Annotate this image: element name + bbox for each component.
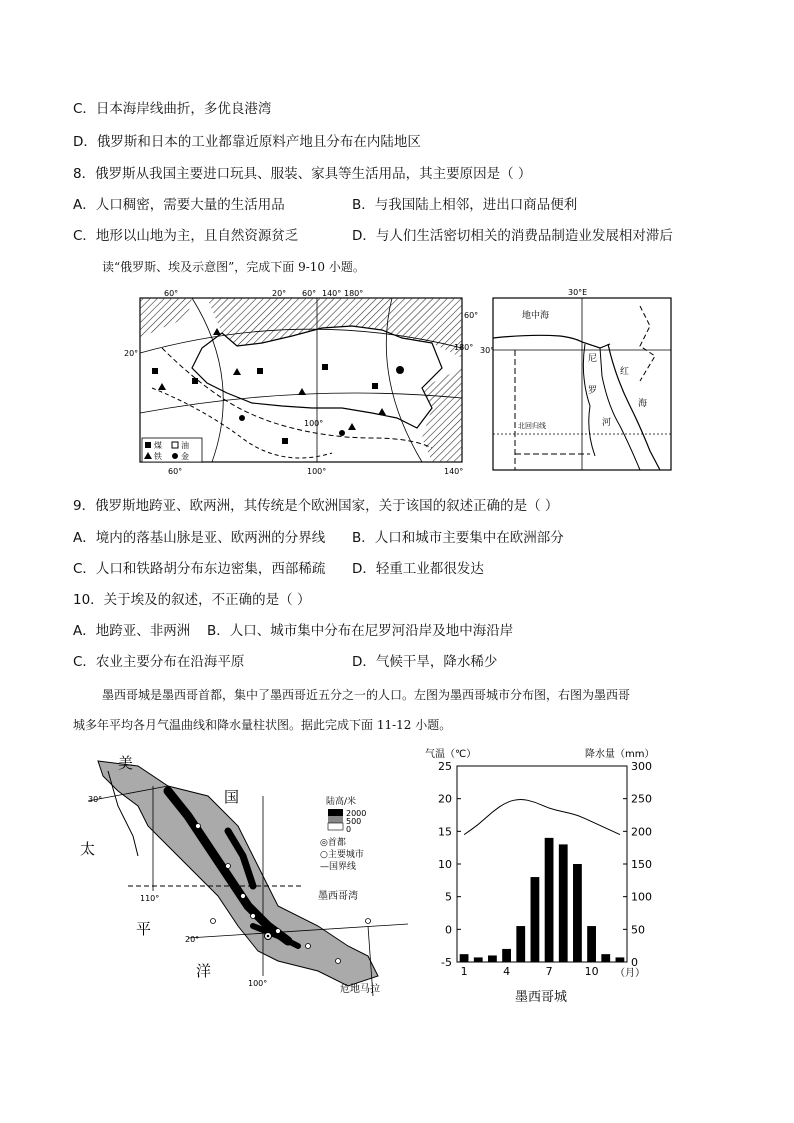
- russia-map-legend: [142, 438, 202, 462]
- legend-500: 500: [346, 817, 362, 826]
- legend-major-city: ○主要城市: [320, 850, 364, 860]
- q10-option-b: B．人口、城市集中分布在尼罗河沿岸及地中海沿岸: [207, 623, 514, 639]
- chart-title: 墨西哥城: [515, 990, 568, 1005]
- label-pacific-3: 洋: [196, 962, 212, 980]
- precip-tick-label: 150: [631, 858, 652, 871]
- q9-option-c: C．人口和铁路胡分布东边密集，西部稀疏: [73, 561, 326, 577]
- precip-tick-label: 250: [631, 792, 652, 806]
- intro-9-10: 读“俄罗斯、埃及示意图”，完成下面 9-10 小题。: [102, 260, 365, 274]
- egypt-lon-label: 30°E: [568, 288, 588, 297]
- chart-ylabel-temp: 气温（℃）: [425, 749, 477, 760]
- label-lat20: 20°: [185, 935, 200, 944]
- q9-stem: 9．俄罗斯地跨亚、欧两洲，其传统是个欧洲国家，关于该国的叙述正确的是（ ）: [73, 498, 559, 514]
- legend-2000: 2000: [346, 809, 367, 818]
- egypt-map: [480, 286, 675, 476]
- q10-option-a: A．地跨亚、非两洲: [73, 623, 191, 639]
- precip-bar: [559, 844, 568, 962]
- chart-plot-area: [457, 766, 627, 962]
- intro-11-12-line2: 城多年平均各月气温曲线和降水量柱状图。据此完成下面 11-12 小题。: [73, 718, 452, 732]
- lon-label-60-bottom: 60°: [168, 467, 183, 476]
- precip-bar: [502, 949, 511, 962]
- month-tick-label: 10: [584, 965, 599, 978]
- temp-tick-label: 25: [438, 760, 452, 773]
- temperature-line: [464, 799, 620, 834]
- legend-capital: ◎首都: [320, 838, 346, 848]
- month-tick-label: 4: [503, 965, 511, 978]
- lon-label-100-bottom: 100°: [307, 467, 327, 476]
- temp-tick-label: 10: [438, 858, 452, 871]
- chart-x-unit: （月）: [615, 968, 645, 979]
- q10-stem: 10．关于埃及的叙述，不正确的是（ ）: [73, 592, 311, 608]
- legend-0: 0: [346, 825, 352, 834]
- climate-chart: [420, 744, 670, 1009]
- red-sea-label-1: 红: [620, 367, 630, 377]
- precip-tick-label: 50: [631, 923, 645, 937]
- mexico-map: [78, 746, 418, 1006]
- precip-bar: [616, 957, 625, 962]
- precip-bar: [488, 955, 497, 962]
- temp-tick-label: -5: [441, 956, 452, 969]
- legend-elev-title: 陆高/米: [326, 797, 357, 807]
- lon-label-20-top: 20°: [272, 289, 287, 298]
- q7-option-c: C．日本海岸线曲折，多优良港湾: [73, 101, 272, 117]
- legend-iron: 铁: [154, 452, 162, 461]
- precip-tick-label: 300: [631, 760, 652, 773]
- label-usa-2: 国: [224, 788, 240, 806]
- q7-option-d: D．俄罗斯和日本的工业都靠近原料产地且分布在内陆地区: [73, 134, 421, 150]
- month-tick-label: 1: [460, 965, 468, 978]
- precip-bar: [474, 957, 483, 962]
- q8-option-a: A．人口稠密，需要大量的生活用品: [73, 197, 285, 213]
- precip-bar: [460, 954, 469, 962]
- label-lon100: 100°: [248, 979, 268, 988]
- lat-label-20-left: 20°: [124, 349, 139, 358]
- legend-gold: 金: [181, 452, 189, 461]
- temp-tick-label: 0: [445, 923, 452, 937]
- lon-label-60-top: 60°: [164, 289, 179, 298]
- month-tick-label: 7: [545, 965, 553, 978]
- legend-border: —国界线: [320, 862, 357, 872]
- russia-map: [124, 288, 479, 478]
- temp-tick-label: 5: [445, 890, 452, 904]
- q10-option-c: C．农业主要分布在沿海平原: [73, 654, 245, 670]
- label-gulf: 墨西哥湾: [318, 891, 358, 902]
- legend-coal: 煤: [154, 441, 162, 450]
- tropic-label: 北回归线: [518, 422, 546, 430]
- legend-oil: 油: [181, 441, 189, 450]
- q8-option-b: B．与我国陆上相邻，进出口商品便利: [352, 197, 578, 213]
- precip-tick-label: 0: [631, 956, 638, 969]
- lon-label-180-top: 180°: [344, 289, 364, 298]
- lon-label-60b-top: 60°: [302, 289, 317, 298]
- lon-label-100-mid: 100°: [304, 419, 324, 428]
- label-usa-1: 美: [118, 754, 134, 772]
- precip-bar: [587, 926, 596, 962]
- lon-label-180-right: 180°: [454, 343, 474, 352]
- intro-11-12-line1: 墨西哥城是墨西哥首都，集中了墨西哥近五分之一的人口。左图为墨西哥城市分布图，右图为墨西哥: [102, 688, 631, 702]
- lon-label-140-top: 140°: [322, 289, 342, 298]
- label-guatemala: 危地马拉: [340, 984, 380, 995]
- q8-stem: 8．俄罗斯从我国主要进口玩具、服装、家具等生活用品，其主要原因是（ ）: [73, 166, 532, 182]
- label-pacific-1: 太: [80, 840, 96, 858]
- q9-option-a: A．境内的落基山脉是亚、欧两洲的分界线: [73, 530, 326, 546]
- lat-label-60-right: 60°: [464, 311, 479, 320]
- egypt-lat-label: 30°: [480, 346, 495, 355]
- precip-tick-label: 200: [631, 825, 652, 839]
- temp-tick-label: 20: [438, 792, 452, 806]
- q10-option-d: D．气候干旱，降水稀少: [352, 654, 498, 670]
- q9-option-b: B．人口和城市主要集中在欧洲部分: [352, 530, 564, 546]
- nile-label-1: 尼: [588, 354, 598, 364]
- nile-label-3: 河: [602, 418, 612, 428]
- temp-tick-label: 15: [438, 825, 452, 839]
- red-sea-label-2: 海: [638, 399, 648, 409]
- mexico-map-legend: [320, 795, 366, 872]
- precip-bar: [545, 838, 554, 962]
- precip-tick-label: 100: [631, 890, 652, 904]
- q8-option-c: C．地形以山地为主，且自然资源贫乏: [73, 228, 299, 244]
- nile-label-2: 罗: [588, 386, 598, 396]
- lon-label-140-bottom: 140°: [444, 467, 464, 476]
- q9-option-d: D．轻重工业都很发达: [352, 561, 484, 577]
- label-lat30: 30°: [88, 795, 103, 804]
- precip-bar: [531, 877, 540, 962]
- chart-ylabel-precip: 降水量（mm）: [585, 749, 655, 760]
- label-pacific-2: 平: [136, 920, 152, 938]
- mediterranean-label: 地中海: [522, 311, 550, 321]
- precip-bar: [516, 926, 525, 962]
- q8-option-d: D．与人们生活密切相关的消费品制造业发展相对滞后: [352, 228, 673, 244]
- precip-bar: [573, 864, 582, 962]
- label-lon110: 110°: [140, 894, 160, 903]
- precip-bar: [601, 954, 610, 962]
